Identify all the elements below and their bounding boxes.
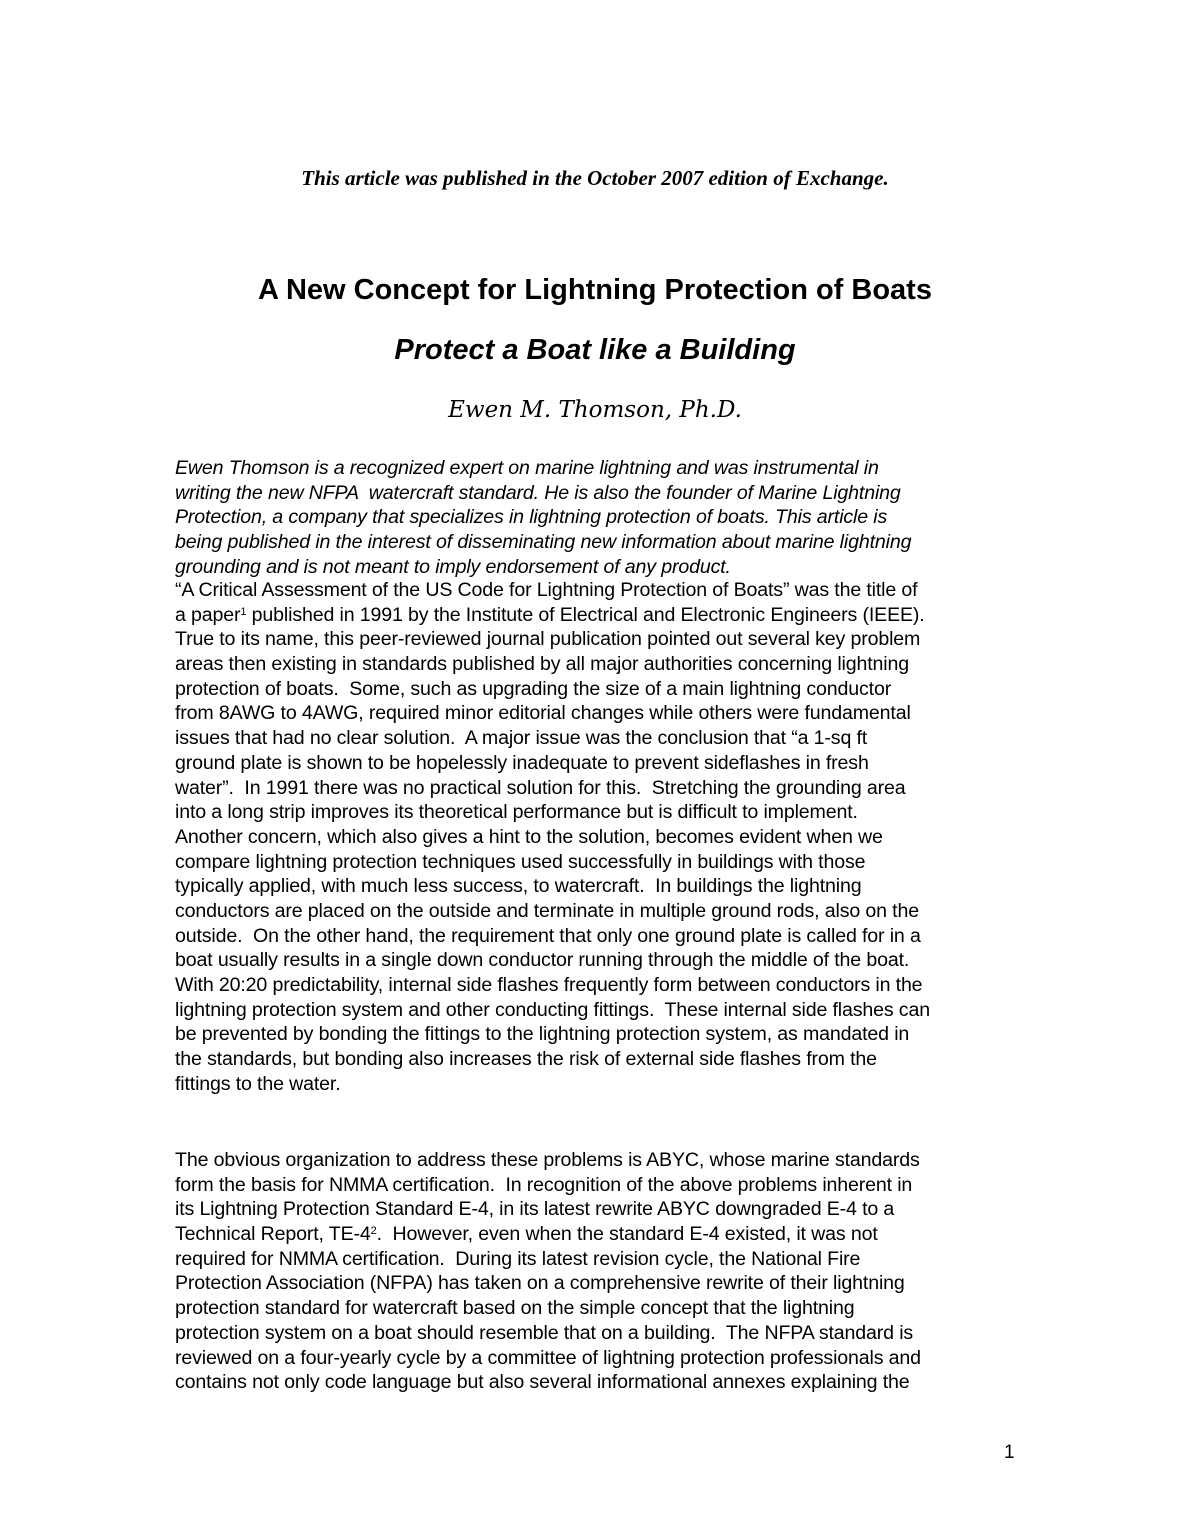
author-name: Ewen M. Thomson, Ph.D. (448, 397, 742, 423)
text-line: The obvious organization to address these problems is ABYC, whose marine standards (175, 1149, 920, 1171)
text-line: areas then existing in standards published by all major authorities concerning lightning (175, 653, 909, 676)
text-line: from 8AWG to 4AWG, required minor editorial changes while others were fundamental (175, 702, 911, 725)
text-line: Protection, a company that specializes in lightning protection of boats. This article is (175, 506, 888, 529)
text-line: ground plate is shown to be hopelessly inadequate to prevent sideflashes in fresh (175, 751, 869, 774)
author-bio-paragraph (175, 456, 1035, 579)
text-line: Ewen Thomson is a recognized expert on marine lightning and was instrumental in (175, 457, 879, 479)
text-line: conductors are placed on the outside and terminate in multiple ground rods, also on the (175, 899, 919, 922)
text-line: protection of boats. Some, such as upgrading the size of a main lightning conductor (175, 677, 892, 700)
text-line: water”. In 1991 there was no practical solution for this. Stretching the grounding area (175, 776, 906, 799)
line-text: a paper (175, 603, 241, 626)
text-line: required for NMMA certification. During its latest revision cycle, the National Fire (175, 1247, 861, 1270)
text-line (175, 603, 1035, 628)
text-line: being published in the interest of disseminating new information about marine lightning (175, 531, 912, 554)
text-line: typically applied, with much less success, to watercraft. In buildings the lightning (175, 875, 862, 898)
line-text: Technical Report, TE-4 (175, 1223, 371, 1246)
footnote-marker: 2 (370, 1225, 377, 1238)
text-line: Protection Association (NFPA) has taken on a comprehensive rewrite of their lightning (175, 1272, 905, 1295)
page-number: 1 (1004, 1442, 1015, 1463)
text-line: be prevented by bonding the fittings to the lightning protection system, as mandated in (175, 1023, 910, 1046)
publication-note: This article was published in the October 2007 edition of Exchange. (301, 166, 889, 190)
text-line: contains not only code language but also several informational annexes explaining the (175, 1371, 910, 1394)
text-line: writing the new NFPA watercraft standard. He is also the founder of Marine Lightning (175, 481, 901, 504)
text-line: issues that had no clear solution. A major issue was the conclusion that “a 1-sq ft (175, 727, 868, 750)
text-line: Another concern, which also gives a hint to the solution, becomes evident when we (175, 825, 883, 848)
footnote-marker: 1 (240, 605, 247, 618)
text-line: lightning protection system and other conducting fittings. These internal side flashes can (175, 998, 930, 1021)
text-line: “A Critical Assessment of the US Code for Lightning Protection of Boats” was the title of (175, 579, 918, 601)
text-line: grounding and is not meant to imply endorsement of any product. (175, 555, 731, 578)
text-line: fittings to the water. (175, 1072, 341, 1095)
article-subtitle: Protect a Boat like a Building (394, 334, 796, 366)
text-line: the standards, but bonding also increases the risk of external side flashes from the (175, 1048, 877, 1071)
text-line: True to its name, this peer-reviewed journal publication pointed out several key problem (175, 628, 921, 651)
line-text: . However, even when the standard E-4 existed, it was not (376, 1223, 878, 1246)
line-text: published in 1991 by the Institute of Electrical and Electronic Engineers (IEEE). (246, 603, 925, 626)
text-line: protection standard for watercraft based on the simple concept that the lightning (175, 1297, 855, 1320)
text-line: reviewed on a four-yearly cycle by a committee of lightning protection professionals and (175, 1346, 921, 1369)
text-line: into a long strip improves its theoretical performance but is difficult to implement. (175, 801, 858, 824)
text-line: its Lightning Protection Standard E-4, in its latest rewrite ABYC downgraded E-4 to a (175, 1198, 895, 1221)
text-line: boat usually results in a single down conductor running through the middle of the boat. (175, 949, 910, 972)
text-line (175, 1222, 1035, 1247)
text-line: protection system on a boat should resemble that on a building. The NFPA standard is (175, 1321, 914, 1344)
text-line: form the basis for NMMA certification. In recognition of the above problems inherent in (175, 1173, 913, 1196)
article-title: A New Concept for Lightning Protection of Boats (258, 274, 932, 306)
body-paragraph (175, 578, 1035, 1096)
body-paragraph (175, 1148, 1035, 1395)
text-line: compare lightning protection techniques used successfully in buildings with those (175, 850, 866, 873)
text-line: outside. On the other hand, the requirement that only one ground plate is called for in a (175, 924, 921, 947)
text-line: With 20:20 predictability, internal side flashes frequently form between conductors in the (175, 974, 923, 996)
